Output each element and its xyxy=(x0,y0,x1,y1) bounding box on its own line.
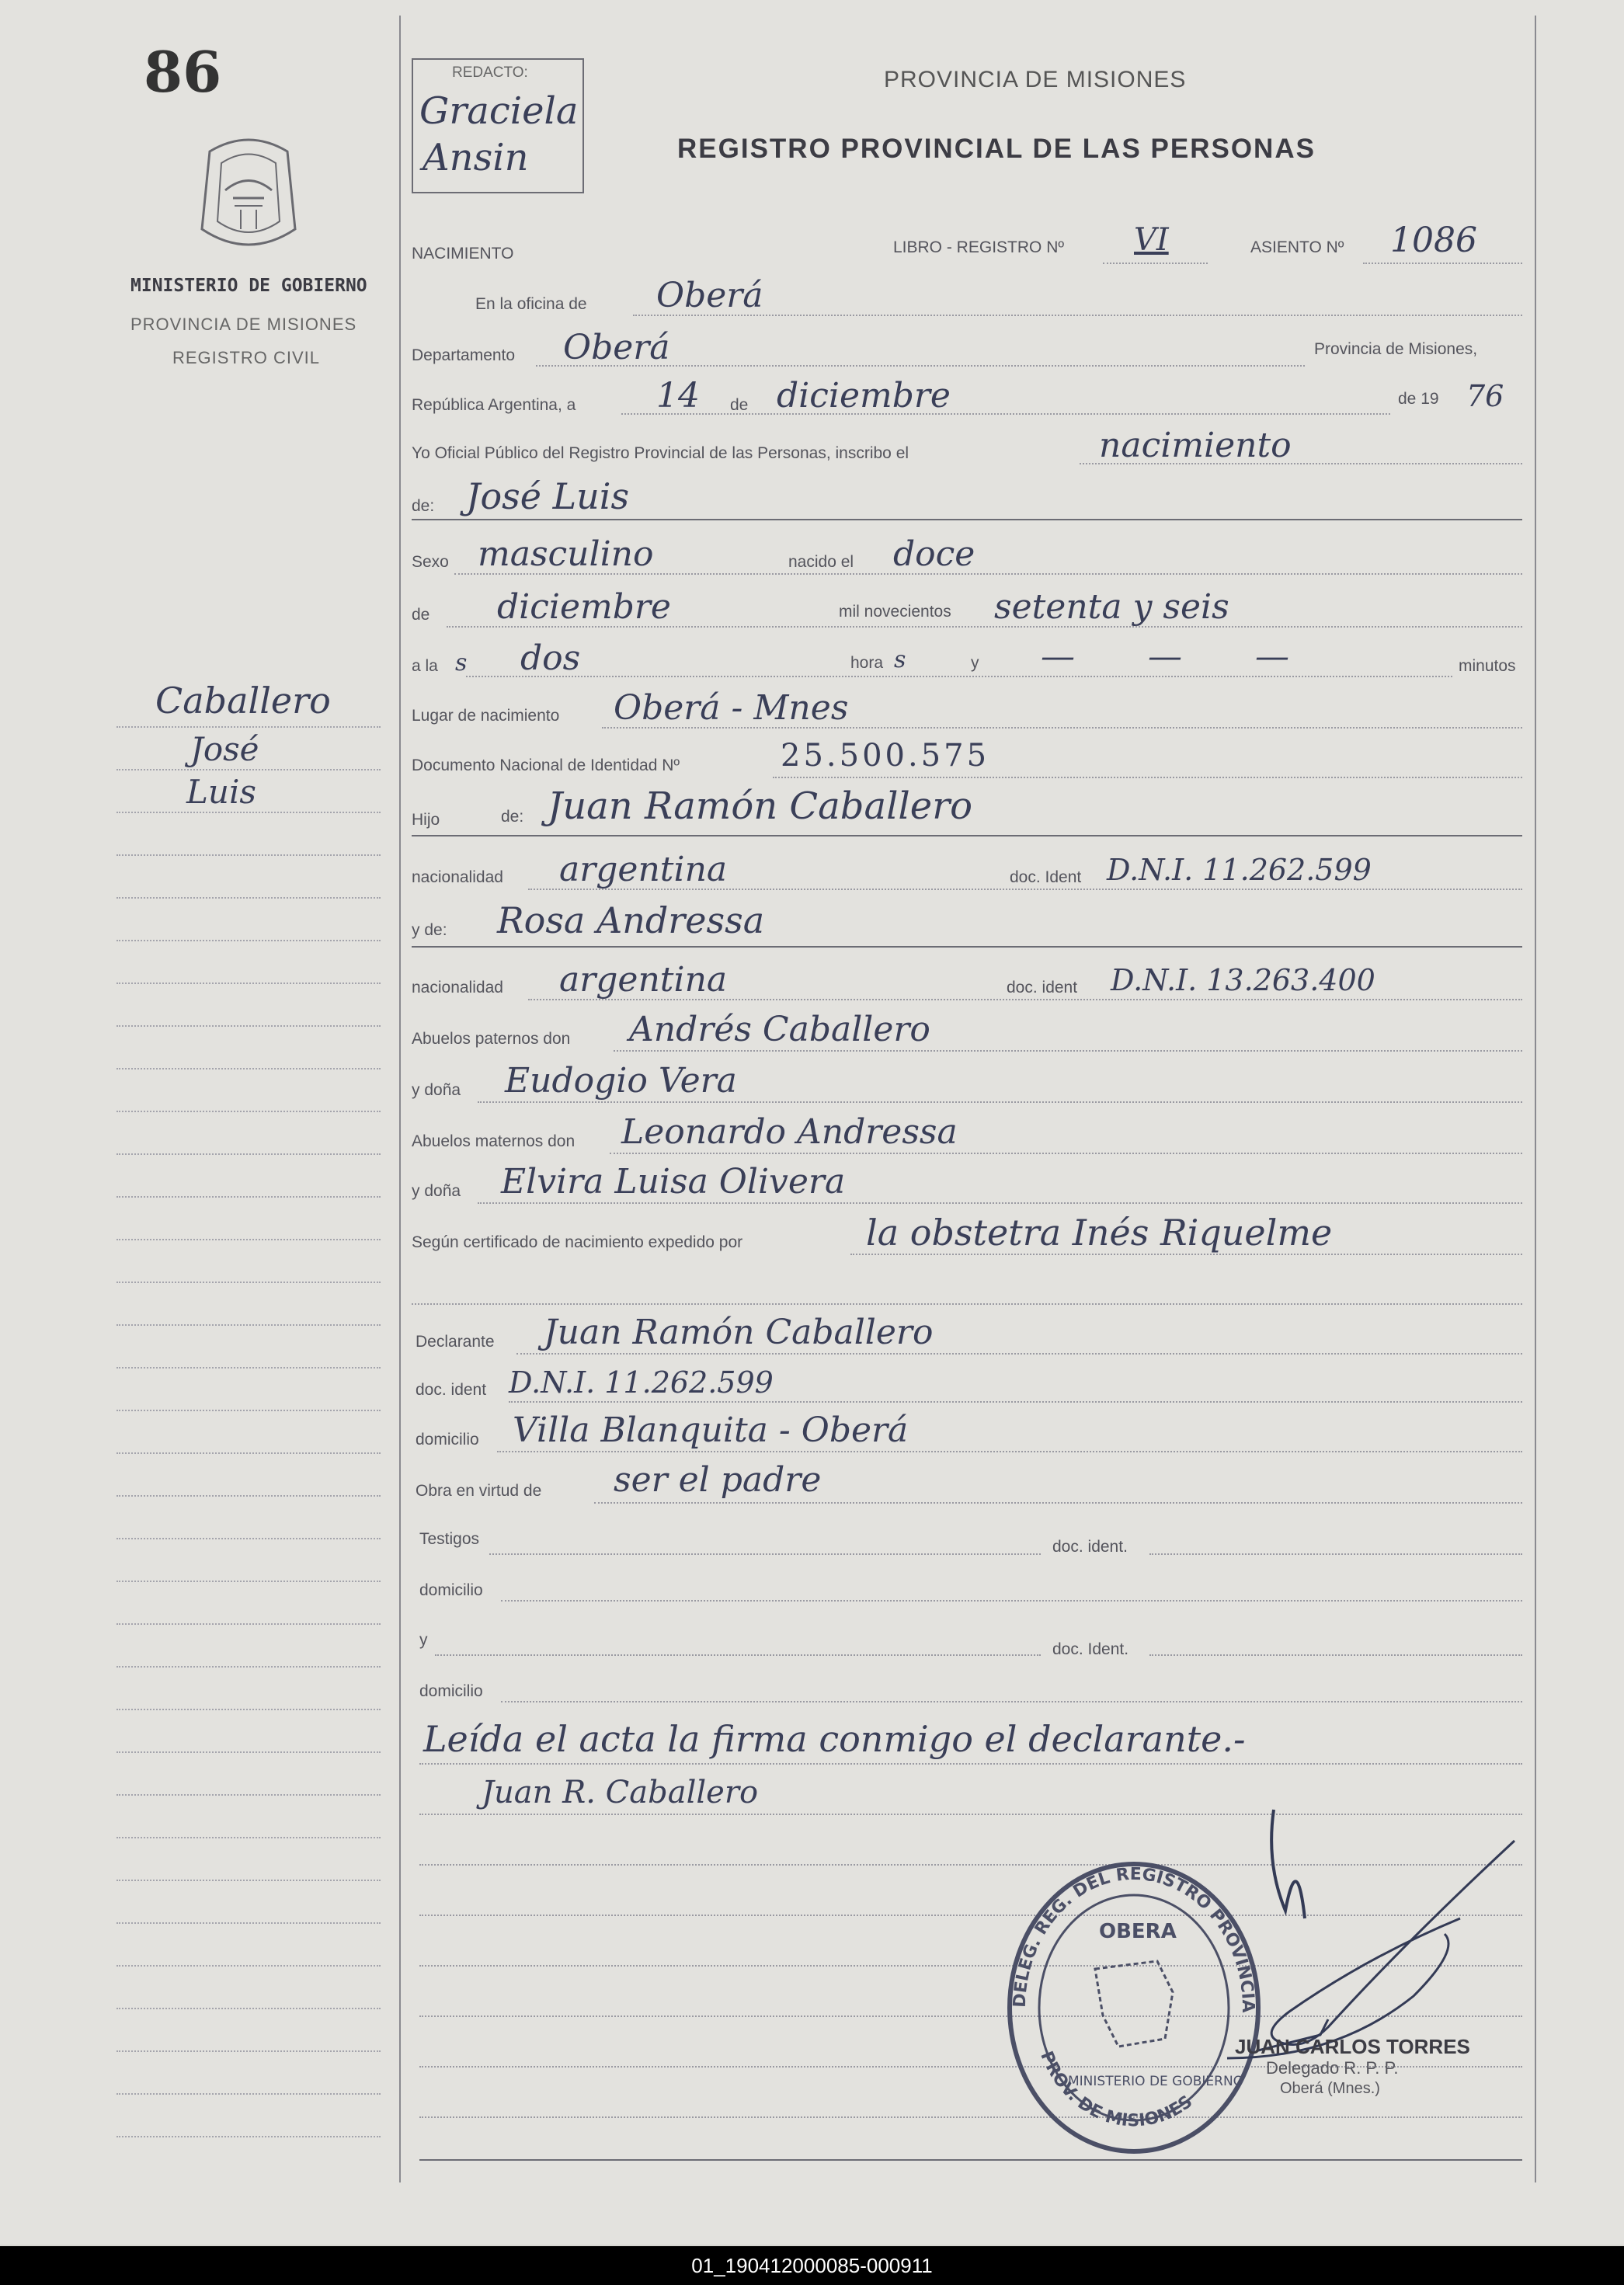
mil-novecientos-label: mil novecientos xyxy=(839,603,951,621)
doc-ident4-label: doc. ident. xyxy=(1052,1538,1128,1556)
ministry-title: MINISTERIO DE GOBIERNO xyxy=(130,276,367,296)
abuelos-paternos-label: Abuelos paternos don xyxy=(412,1030,571,1048)
nacionalidad2-label: nacionalidad xyxy=(412,979,503,996)
padre-doc-value: D.N.I. 11.262.599 xyxy=(1107,853,1372,887)
a-la-suffix: s xyxy=(455,649,468,676)
sexo-label: Sexo xyxy=(412,553,449,571)
ministry-registry: REGISTRO CIVIL xyxy=(172,348,321,367)
asiento-label: ASIENTO Nº xyxy=(1250,238,1344,256)
documento-label: Documento Nacional de Identidad Nº xyxy=(412,756,680,774)
segun-label: Según certificado de nacimiento expedido por xyxy=(412,1233,743,1251)
nacido-de-label: de xyxy=(412,606,430,624)
y-dona2-label: y doña xyxy=(412,1182,461,1200)
official-place: Oberá (Mnes.) xyxy=(1280,2080,1380,2097)
y2-label: y xyxy=(419,1631,428,1649)
y-dona-label: y doña xyxy=(412,1081,461,1099)
hora-value: dos xyxy=(520,638,581,678)
margin-note-name2: Luis xyxy=(186,773,256,811)
libro-value: VI xyxy=(1134,222,1169,258)
testigos-label: Testigos xyxy=(419,1530,480,1548)
declarante-label: Declarante xyxy=(416,1333,495,1351)
obra-label: Obra en virtud de xyxy=(416,1482,542,1500)
provincia-label: Provincia de Misiones, xyxy=(1314,340,1478,358)
asiento-value: 1086 xyxy=(1390,221,1477,260)
svg-text:PROV. DE MISIONES xyxy=(1036,2049,1196,2131)
redacto-name-2: Ansin xyxy=(423,136,529,179)
seal-prov-text: PROV. DE MISIONES xyxy=(1036,2048,1197,2131)
redacto-name-1: Graciela xyxy=(419,89,579,133)
madre-nac-value: argentina xyxy=(559,960,728,1000)
nacido-mes-value: diciembre xyxy=(497,587,671,627)
domicilio2-label: domicilio xyxy=(419,1581,483,1599)
abuelo-mat-value: Leonardo Andressa xyxy=(621,1112,958,1152)
abuelos-maternos-label: Abuelos maternos don xyxy=(412,1132,576,1150)
dni-value: 25.500.575 xyxy=(781,738,990,774)
seal-bottom: MINISTERIO DE GOBIERNO xyxy=(1068,2074,1244,2089)
province-header: PROVINCIA DE MISIONES xyxy=(884,67,1187,92)
padre-value: Juan Ramón Caballero xyxy=(548,784,973,828)
nacido-anio-value: setenta y seis xyxy=(994,587,1229,627)
declarant-signature: Juan R. Caballero xyxy=(482,1775,759,1810)
nacido-label: nacido el xyxy=(788,553,854,571)
sexo-value: masculino xyxy=(478,534,654,574)
republica-de-label: de xyxy=(730,396,749,414)
dia-value: 14 xyxy=(656,376,700,416)
hijo-de-label: de: xyxy=(501,808,524,826)
departamento-value: Oberá xyxy=(563,328,670,367)
official-name: JUAN CARLOS TORRES xyxy=(1235,2035,1470,2058)
abuela-mat-value: Elvira Luisa Olivera xyxy=(501,1162,846,1202)
scan-id-footer: 01_190412000085-000911 xyxy=(0,2246,1624,2285)
declarante-value: Juan Ramón Caballero xyxy=(544,1313,934,1352)
domicilio3-label: domicilio xyxy=(419,1682,483,1700)
doc-ident-label: doc. Ident xyxy=(1010,868,1082,886)
page-number: 86 xyxy=(144,39,222,105)
doc-ident2-label: doc. ident xyxy=(1007,979,1078,996)
left-rule xyxy=(399,16,401,2182)
anio-label: de 19 xyxy=(1398,390,1439,408)
certificado-value: la obstetra Inés Riquelme xyxy=(866,1212,1333,1254)
doc-ident3-label: doc. ident xyxy=(416,1381,487,1399)
coat-of-arms-seal xyxy=(186,128,311,260)
nombre-value: José Luis xyxy=(466,475,630,517)
declarante-doc-value: D.N.I. 11.262.599 xyxy=(509,1365,774,1400)
nacido-dia-value: doce xyxy=(893,534,975,574)
madre-value: Rosa Andressa xyxy=(497,899,765,941)
margin-note-name1: José xyxy=(190,730,259,768)
domicilio-value: Villa Blanquita - Oberá xyxy=(513,1410,909,1450)
hijo-label: Hijo xyxy=(412,811,440,829)
nacionalidad-label: nacionalidad xyxy=(412,868,503,886)
minutos-value: — — — xyxy=(1041,637,1320,676)
domicilio-label: domicilio xyxy=(416,1431,479,1449)
official-title: Delegado R. P. P. xyxy=(1266,2058,1399,2078)
a-la-label: a la xyxy=(412,657,438,675)
closing-statement: Leída el acta la firma conmigo el declarante.- xyxy=(423,1718,1246,1760)
margin-note-surname: Caballero xyxy=(155,680,331,722)
ministry-province: PROVINCIA DE MISIONES xyxy=(130,315,357,334)
abuela-pat-value: Eudogio Vera xyxy=(505,1061,737,1101)
lugar-label: Lugar de nacimiento xyxy=(412,707,560,725)
redacto-label: REDACTO: xyxy=(452,64,528,81)
redacto-box xyxy=(412,58,584,193)
registry-header: REGISTRO PROVINCIAL DE LAS PERSONAS xyxy=(677,134,1316,164)
libro-label: LIBRO - REGISTRO Nº xyxy=(893,238,1065,256)
anio-value: 76 xyxy=(1466,379,1504,413)
inscribe-value: nacimiento xyxy=(1099,426,1292,465)
mes-value: diciembre xyxy=(777,376,951,416)
republica-label: República Argentina, a xyxy=(412,396,576,414)
padre-nac-value: argentina xyxy=(559,850,728,889)
oficina-value: Oberá xyxy=(656,276,763,315)
oficina-label: En la oficina de xyxy=(475,295,587,313)
hora-label: hora xyxy=(850,654,884,672)
lugar-value: Oberá - Mnes xyxy=(614,688,849,728)
seal-ring-text: DELEG. REG. DEL REGISTRO PROVINCIA xyxy=(1010,1864,1258,2013)
de-label: de: xyxy=(412,497,435,515)
hora-suffix: s xyxy=(894,646,906,673)
nacimiento-label: NACIMIENTO xyxy=(412,245,514,263)
obra-value: ser el padre xyxy=(614,1460,822,1500)
seal-city: OBERA xyxy=(1099,1920,1177,1943)
departamento-label: Departamento xyxy=(412,346,516,364)
madre-doc-value: D.N.I. 13.263.400 xyxy=(1111,963,1375,997)
yo-oficial-label: Yo Oficial Público del Registro Provincial de las Personas, inscribo el xyxy=(412,444,909,462)
y-de-label: y de: xyxy=(412,921,447,939)
abuelo-pat-value: Andrés Caballero xyxy=(629,1010,930,1049)
minutos-label: minutos xyxy=(1459,657,1516,675)
doc-ident5-label: doc. Ident. xyxy=(1052,1640,1129,1658)
y-label: y xyxy=(971,654,979,672)
